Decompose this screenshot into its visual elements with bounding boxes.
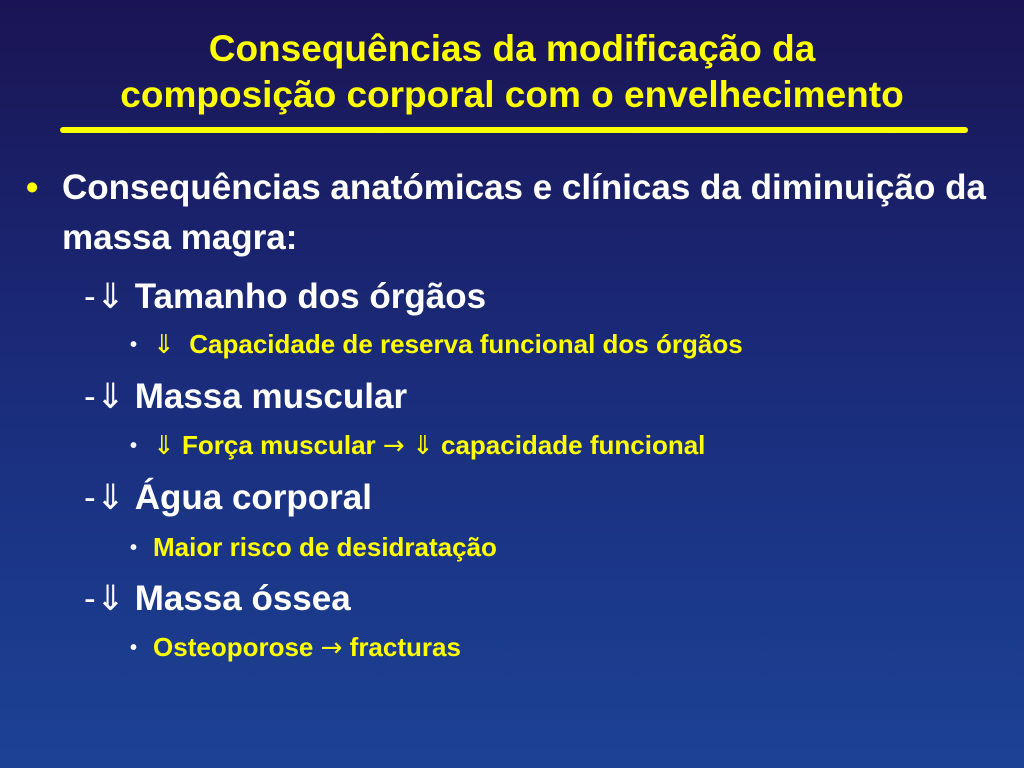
slide-title xyxy=(0,26,1024,118)
sub-item-text: Capacidade de reserva funcional dos órgãos xyxy=(189,329,743,359)
title-line-2: composição corporal com o envelhecimento xyxy=(120,74,904,115)
sub-item-dehydration xyxy=(130,529,497,566)
list-item-organ-size xyxy=(84,275,486,319)
sub-bullet-icon: • xyxy=(130,637,138,659)
down-arrow-icon: ⇓ xyxy=(95,478,125,518)
sub-bullet-icon: • xyxy=(130,334,138,356)
title-line-1: Consequências da modificação da xyxy=(208,28,816,69)
list-item-body-water xyxy=(84,476,372,520)
sub-item-text-a: Osteoporose xyxy=(153,632,314,662)
item-heading: Tamanho dos órgãos xyxy=(134,277,487,316)
title-underline xyxy=(60,127,968,133)
down-arrow-icon: ⇓ xyxy=(95,579,125,619)
sub-item-text-b: fracturas xyxy=(349,632,461,662)
main-bullet xyxy=(26,163,986,263)
sub-item-text: Maior risco de desidratação xyxy=(153,532,497,562)
sub-item-reserve-capacity xyxy=(130,326,743,363)
list-item-muscle-mass xyxy=(84,375,407,419)
right-arrow-icon: → xyxy=(382,431,405,461)
sub-item-muscle-strength xyxy=(130,427,705,464)
bullet-icon: • xyxy=(26,168,39,207)
sub-bullet-icon: • xyxy=(130,435,138,457)
dash: - xyxy=(84,579,96,618)
down-arrow-icon: ⇓ xyxy=(153,431,175,461)
dash: - xyxy=(84,478,96,517)
down-arrow-icon: ⇓ xyxy=(153,330,175,360)
sub-bullet-icon: • xyxy=(130,537,138,559)
sub-item-osteoporosis xyxy=(130,629,461,666)
dash: - xyxy=(84,277,96,316)
list-item-bone-mass xyxy=(84,577,351,621)
down-arrow-icon: ⇓ xyxy=(95,377,125,417)
item-heading: Massa muscular xyxy=(134,377,408,416)
down-arrow-icon: ⇓ xyxy=(411,431,434,461)
right-arrow-icon: → xyxy=(320,633,343,663)
down-arrow-icon: ⇓ xyxy=(95,277,125,317)
dash: - xyxy=(84,377,96,416)
sub-item-text-a: Força muscular xyxy=(182,430,376,460)
item-heading: Massa óssea xyxy=(134,579,351,618)
item-heading: Água corporal xyxy=(134,478,372,517)
sub-item-text-b: capacidade funcional xyxy=(440,430,706,460)
main-bullet-text: Consequências anatómicas e clínicas da diminuição da massa magra: xyxy=(62,168,986,257)
